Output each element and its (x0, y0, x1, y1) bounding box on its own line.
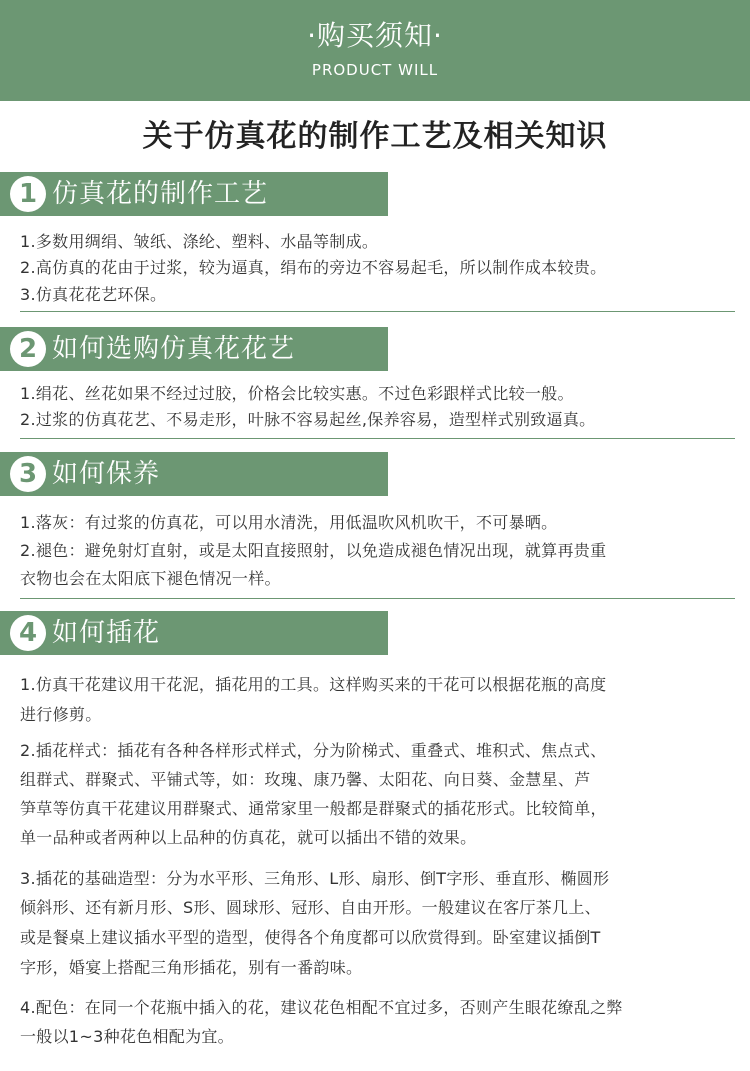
section-4-line-5: 笋草等仿真干花建议用群聚式、通常家里一般都是群聚式的插花形式。比较简单， (20, 799, 607, 818)
section-1-line-2: 2.高仿真的花由于过浆，较为逼真，绢布的旁边不容易起毛，所以制作成本较贵。 (20, 258, 607, 277)
section-2-line-1: 1.绢花、丝花如果不经过过胶，价格会比较实惠。不过色彩跟样式比较一般。 (20, 384, 574, 403)
section-2-header (0, 327, 388, 371)
section-4-line-9: 或是餐桌上建议插水平型的造型，使得各个角度都可以欣赏得到。卧室建议插倒T (20, 928, 601, 947)
section-4-header (0, 611, 388, 655)
section-1-title: 仿真花的制作工艺 (52, 179, 269, 209)
section-3-number: 3 (10, 456, 46, 492)
header-title: ·购买须知· (307, 19, 443, 52)
section-4-line-4: 组群式、群聚式、平铺式等，如：玫瑰、康乃馨、太阳花、向日葵、金慧星、芦 (20, 770, 591, 789)
section-2-divider (20, 438, 735, 439)
header-banner (0, 0, 750, 101)
section-2-line-2: 2.过浆的仿真花艺、不易走形，叶脉不容易起丝,保养容易，造型样式别致逼真。 (20, 410, 596, 429)
page-title: 关于仿真花的制作工艺及相关知识 (142, 119, 608, 154)
section-3-line-1: 1.落灰：有过浆的仿真花，可以用水清洗，用低温吹风机吹干，不可暴晒。 (20, 513, 558, 532)
section-4-line-7: 3.插花的基础造型：分为水平形、三角形、L形、扇形、倒T字形、垂直形、椭圆形 (20, 869, 610, 888)
section-1-number: 1 (10, 176, 46, 212)
section-3-header (0, 452, 388, 496)
section-4-line-1: 1.仿真干花建议用干花泥，插花用的工具。这样购买来的干花可以根据花瓶的高度 (20, 675, 607, 694)
section-3-divider (20, 598, 735, 599)
section-4-line-11: 4.配色：在同一个花瓶中插入的花，建议花色相配不宜过多，否则产生眼花缭乱之弊 (20, 998, 623, 1017)
section-2-number: 2 (10, 331, 46, 367)
section-4-line-10: 字形，婚宴上搭配三角形插花，别有一番韵味。 (20, 958, 363, 977)
section-4-number: 4 (10, 615, 46, 651)
section-4-line-6: 单一品种或者两种以上品种的仿真花，就可以插出不错的效果。 (20, 828, 477, 847)
section-4-line-2: 进行修剪。 (20, 705, 102, 724)
section-1-divider (20, 311, 735, 312)
section-3-line-3: 衣物也会在太阳底下褪色情况一样。 (20, 569, 281, 588)
section-4-line-3: 2.插花样式：插花有各种各样形式样式，分为阶梯式、重叠式、堆积式、焦点式、 (20, 741, 607, 760)
header-subtitle: PRODUCT WILL (311, 61, 439, 79)
section-4-title: 如何插花 (52, 618, 161, 648)
section-1-line-3: 3.仿真花花艺环保。 (20, 285, 167, 304)
section-3-line-2: 2.褪色：避免射灯直射，或是太阳直接照射，以免造成褪色情况出现，就算再贵重 (20, 541, 607, 560)
section-1-header (0, 172, 388, 216)
section-3-title: 如何保养 (52, 459, 161, 489)
section-1-line-1: 1.多数用绸绢、皱纸、涤纶、塑料、水晶等制成。 (20, 232, 379, 251)
section-2-title: 如何选购仿真花花艺 (52, 334, 296, 364)
section-4-line-8: 倾斜形、还有新月形、S形、圆球形、冠形、自由开形。一般建议在客厅茶几上、 (20, 898, 601, 917)
section-4-line-12: 一般以1~3种花色相配为宜。 (20, 1027, 234, 1046)
